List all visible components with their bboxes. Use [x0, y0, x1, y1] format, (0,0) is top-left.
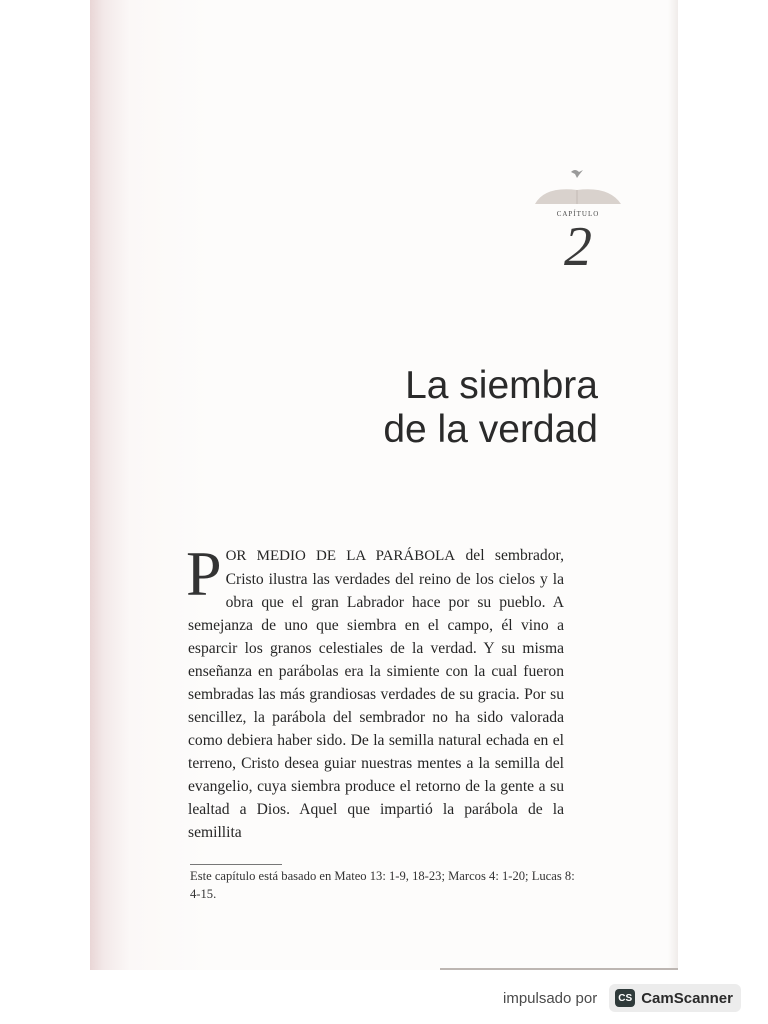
body-paragraph — [186, 538, 564, 844]
chapter-title-line-2: de la verdad — [383, 408, 598, 452]
watermark-brand: CamScanner — [641, 989, 733, 1007]
chapter-number: 2 — [564, 216, 592, 278]
chapter-label: CAPÍTULO — [556, 210, 600, 218]
page-edge — [668, 0, 678, 970]
camscanner-badge — [609, 984, 741, 1012]
lead-in: OR MEDIO DE LA PARÁBOLA — [225, 548, 456, 564]
chapter-title — [300, 364, 598, 452]
camscanner-watermark — [503, 984, 741, 1012]
body-text: del sembrador, Cristo ilustra las verdades del reino de los cielos y la obra que el gran Labrador hace por su pueblo. A semejanza de uno que siembra en el campo, él vino a esparcir los granos celestiales de la verdad. Y su misma enseñanza en parábolas era la simiente con la cual fueron sembradas las más grandiosas verdades de su gracia. Por su sencillez, la parábola del sembrador no ha sido valorada como debiera haber sido. De la semilla natural echada en el terreno, Cristo desea guiar nuestras mentes a la semilla del evangelio, cuya siembra produce el retorno de la gente a su lealtad a Dios. Aquel que impartió la parábola de la semillita — [188, 547, 564, 841]
open-book-dove-icon — [533, 164, 623, 208]
watermark-prefix: impulsado por — [503, 989, 598, 1007]
footnote: Este capítulo está basado en Mateo 13: 1-9, 18-23; Marcos 4: 1-20; Lucas 8: 4-15. — [190, 869, 575, 901]
camscanner-logo-icon: CS — [615, 989, 635, 1007]
footnote-rule — [190, 864, 282, 865]
chapter-title-line-1: La siembra — [405, 364, 598, 408]
drop-cap: P — [186, 538, 222, 609]
page-bottom-edge — [440, 968, 678, 970]
